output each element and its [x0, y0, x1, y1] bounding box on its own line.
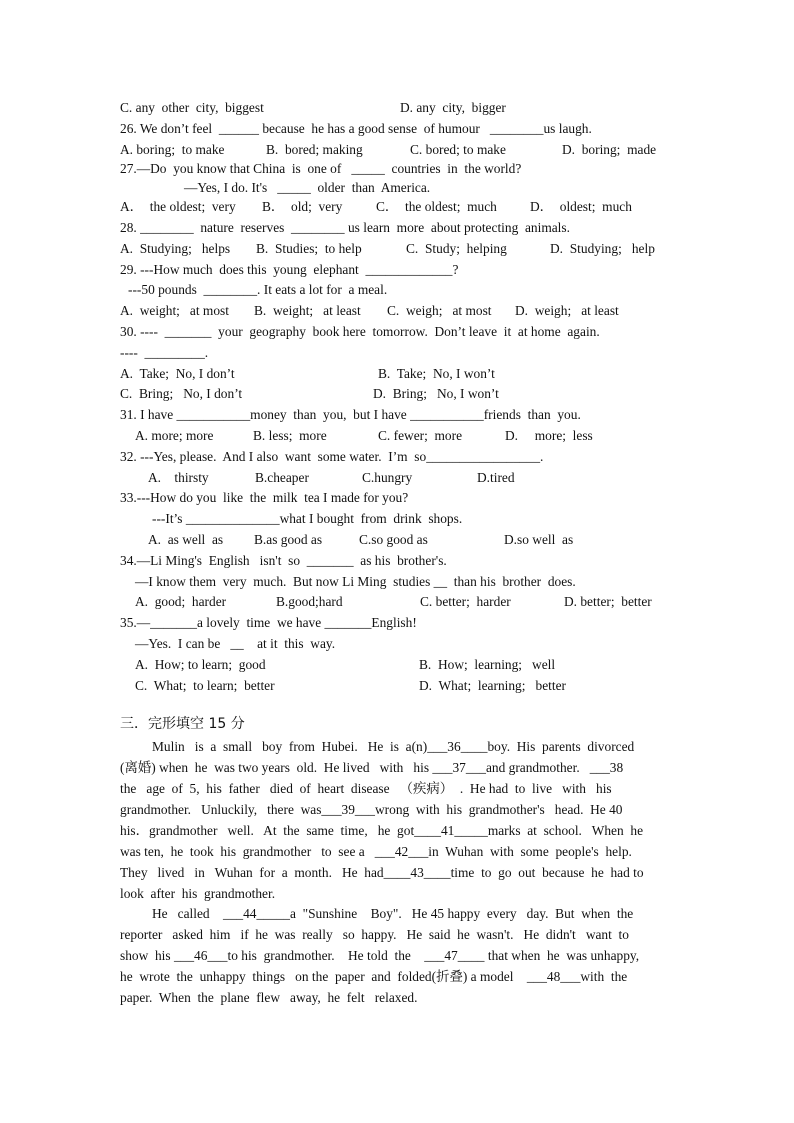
line-l21: ---It’s ______________what I bought from drink shops. — [152, 511, 463, 526]
passage-line-p7: They lived in Wuhan for a month. He had____43____time to go out because he had to — [120, 865, 644, 880]
line-l3c: C. bored; to make — [410, 142, 506, 157]
line-l22d: D.so well as — [504, 532, 574, 547]
line-l8a: A. Studying; helps — [120, 241, 231, 256]
line-l24: —I know them very much. But now Li Ming studies __ than his brother does. — [135, 574, 576, 589]
line-l20: 33.---How do you like the milk tea I made for you? — [120, 490, 409, 505]
line-l22c: C.so good as — [359, 532, 428, 547]
line-l4: 27.—Do you know that China is one of _____ countries in the world? — [120, 161, 522, 176]
line-l28b: B. How; learning; well — [419, 657, 556, 672]
line-l27: —Yes. I can be __ at it this way. — [135, 636, 336, 651]
line-l15b: D. Bring; No, I won’t — [373, 386, 499, 401]
line-l17b: B. less; more — [253, 428, 327, 443]
line-l14b: B. Take; No, I won’t — [378, 366, 495, 381]
passage-line-p11: show his ___46___to his grandmother. He told the ___47____ that when he was unhappy, — [120, 948, 640, 963]
line-l11a: A. weight; at most — [120, 303, 229, 318]
line-l8b: B. Studies; to help — [256, 241, 362, 256]
line-l8c: C. Study; helping — [406, 241, 507, 256]
line-l2: 26. We don’t feel ______ because he has a good sense of humour ________us laugh. — [120, 121, 592, 136]
line-l25a: A. good; harder — [135, 594, 227, 609]
line-l8d: D. Studying; help — [550, 241, 655, 256]
line-l13: ---- _________. — [120, 345, 209, 360]
line-l12: 30. ---- _______ your geography book here tomorrow. Don’t leave it at home again. — [120, 324, 600, 339]
line-l25c: C. better; harder — [420, 594, 511, 609]
passage-line-p1: Mulin is a small boy from Hubei. He is a(n)___36____boy. His parents divorced — [152, 739, 635, 754]
passage-line-p6: was ten, he took his grandmother to see a ___42___in Wuhan with some people's help. — [120, 844, 632, 859]
line-l1b: D. any city, bigger — [400, 100, 506, 115]
line-l25b: B.good;hard — [276, 594, 343, 609]
line-l1: C. any other city, biggest — [120, 100, 264, 115]
line-l22b: B.as good as — [254, 532, 323, 547]
line-l28a: A. How; to learn; good — [135, 657, 266, 672]
line-l6b: B． old; very — [262, 199, 343, 214]
line-l25d: D. better; better — [564, 594, 652, 609]
line-l19c: C.hungry — [362, 470, 413, 485]
line-l5: —Yes, I do. It's _____ older than America. — [184, 180, 431, 195]
line-l26: 35.—_______a lovely time we have _______English! — [120, 615, 417, 630]
line-l6a: A． the oldest; very — [120, 199, 236, 214]
line-l22a: A. as well as — [148, 532, 224, 547]
line-l11b: B. weight; at least — [254, 303, 361, 318]
passage-line-p3: the age of 5, his father died of heart disease （疾病） . He had to live with his — [120, 781, 612, 796]
line-l19d: D.tired — [477, 470, 515, 485]
line-l6d: D． oldest; much — [530, 199, 632, 214]
section-title: 三．完形填空 15 分 — [120, 716, 245, 732]
line-l7: 28. ________ nature reserves ________ us learn more about protecting animals. — [120, 220, 570, 235]
line-l3d: D. boring; made — [562, 142, 657, 157]
line-l15a: C. Bring; No, I don’t — [120, 386, 243, 401]
passage-line-p13: paper. When the plane flew away, he felt relaxed. — [120, 990, 418, 1005]
passage-line-p9: He called ___44_____a "Sunshine Boy". He 45 happy every day. But when the — [152, 906, 634, 921]
line-l3a: A. boring; to make — [120, 142, 225, 157]
line-l19a: A. thirsty — [148, 470, 209, 485]
passage-line-p2: (离婚) when he was two years old. He lived with his ___37___and grandmother. ___38 — [120, 760, 624, 775]
passage-line-p12: he wrote the unhappy things on the paper and folded(折叠) a model ___48___with the — [120, 969, 628, 984]
line-l29b: D. What; learning; better — [419, 678, 567, 693]
line-l6c: C． the oldest; much — [376, 199, 497, 214]
line-l11c: C. weigh; at most — [387, 303, 492, 318]
passage-line-p4: grandmother. Unluckily, there was___39___wrong with his grandmother's head. He 40 — [120, 802, 623, 817]
passage-line-p8: look after his grandmother. — [120, 886, 276, 901]
line-l14a: A. Take; No, I don’t — [120, 366, 235, 381]
line-l19b: B.cheaper — [255, 470, 309, 485]
line-l17c: C. fewer; more — [378, 428, 463, 443]
line-l23: 34.—Li Ming's English isn't so _______ as his brother's. — [120, 553, 447, 568]
line-l9: 29. ---How much does this young elephant _____________? — [120, 262, 459, 277]
line-l17a: A. more; more — [135, 428, 214, 443]
line-l16: 31. I have ___________money than you, but I have ___________friends than you. — [120, 407, 581, 422]
line-l11d: D. weigh; at least — [515, 303, 619, 318]
passage-line-p10: reporter asked him if he was really so happy. He said he wasn't. He didn't want to — [120, 927, 629, 942]
passage-line-p5: his．grandmother well. At the same time, he got____41_____marks at school. When he — [120, 823, 644, 838]
line-l29a: C. What; to learn; better — [135, 678, 275, 693]
line-l3b: B. bored; making — [266, 142, 363, 157]
line-l18: 32. ---Yes, please. And I also want some water. I’m so_________________. — [120, 449, 544, 464]
line-l17d: D. more; less — [505, 428, 593, 443]
line-l10: ---50 pounds ________. It eats a lot for a meal. — [128, 282, 388, 297]
